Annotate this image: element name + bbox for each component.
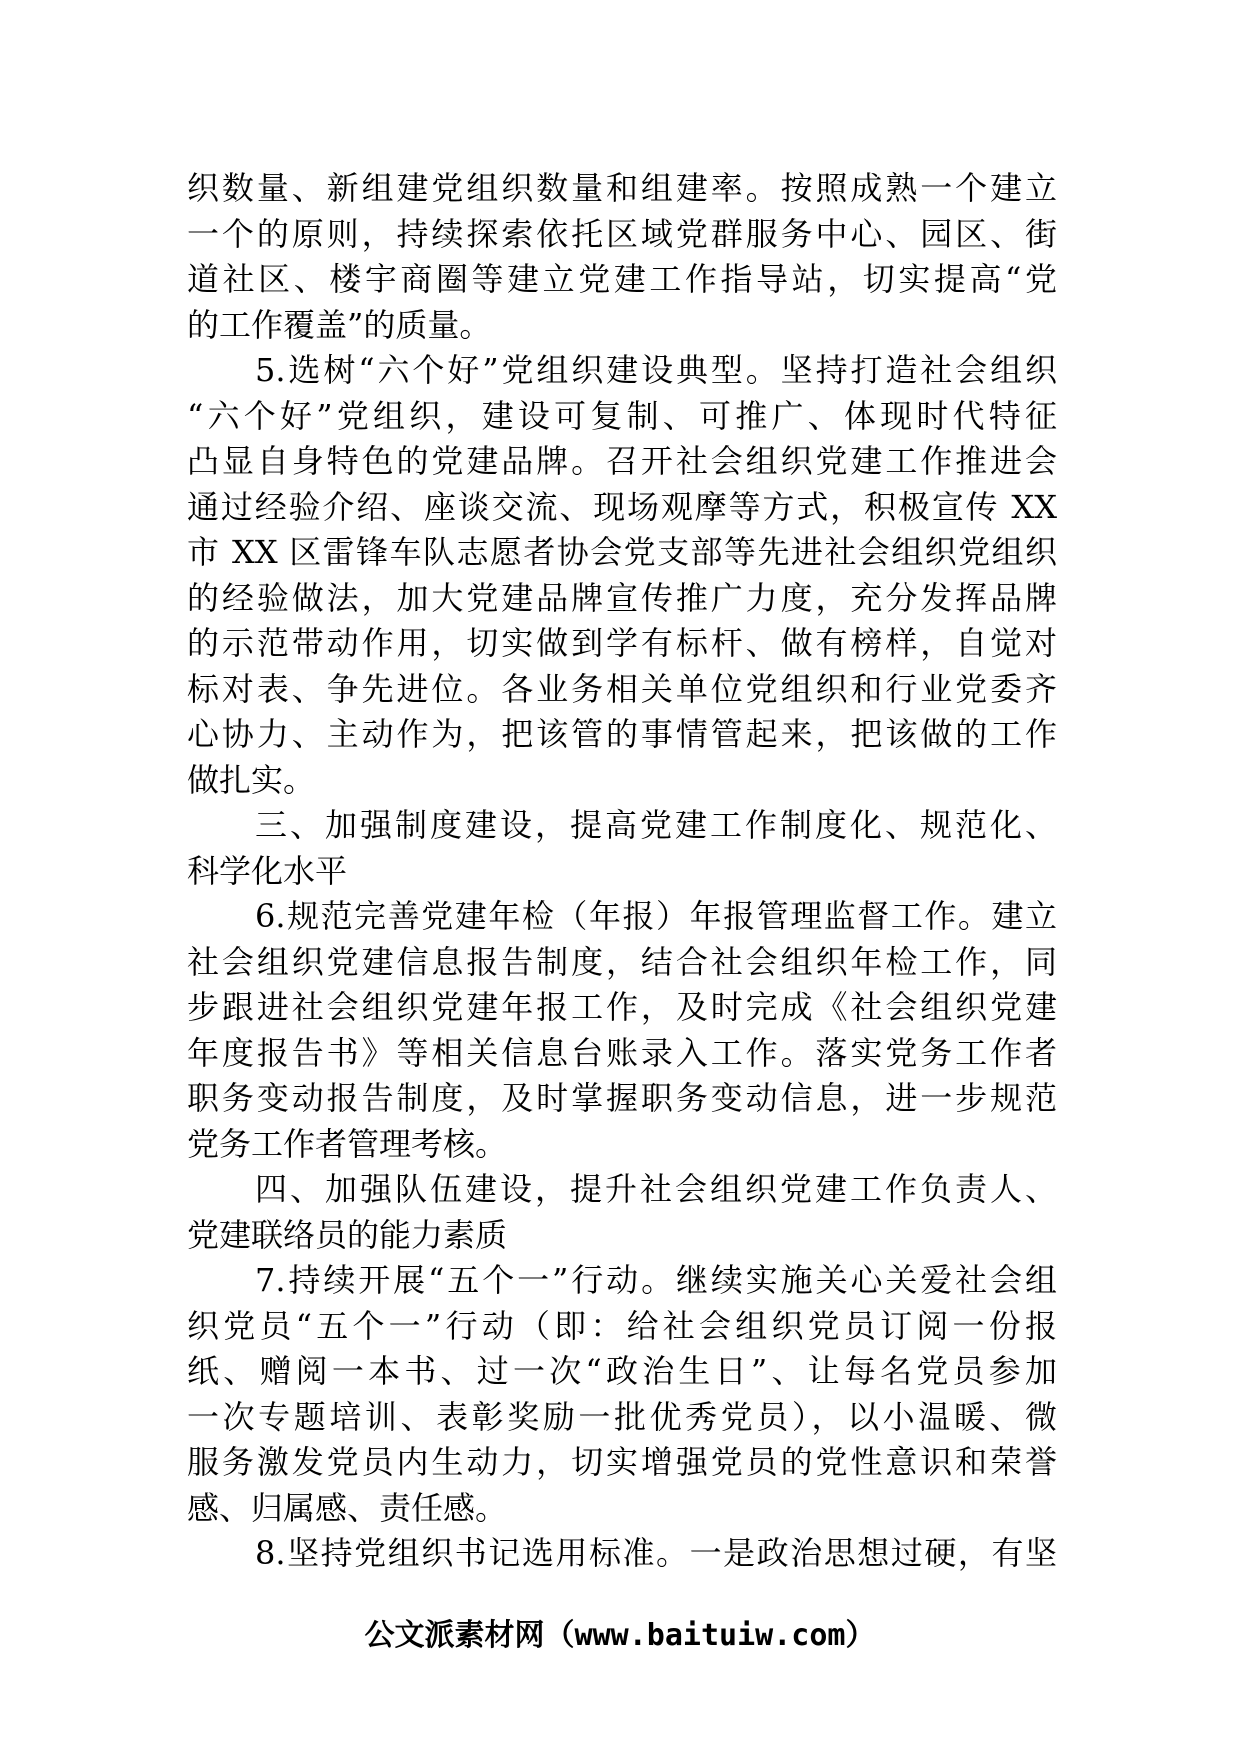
text-line: 通过经验介绍、座谈交流、现场观摩等方式，积极宣传 XX	[187, 487, 1057, 526]
text-line: 道社区、楼宇商圈等建立党建工作指导站，切实提高“党	[187, 260, 1057, 298]
text-line: 7.持续开展“五个一”行动。继续实施关心关爱社会组	[255, 1261, 1057, 1299]
footer-watermark: 公文派素材网（www.baituiw.com）	[364, 1618, 876, 1653]
text-line: 三、加强制度建设，提高党建工作制度化、规范化、	[255, 806, 1057, 844]
text-line: 职务变动报告制度，及时掌握职务变动信息，进一步规范	[187, 1079, 1057, 1117]
document-body	[187, 166, 1057, 1577]
text-line: 的示范带动作用，切实做到学有标杆、做有榜样，自觉对	[187, 624, 1057, 662]
text-line: 8.坚持党组织书记选用标准。一是政治思想过硬，有坚	[255, 1534, 1057, 1572]
text-line: 年度报告书》等相关信息台账录入工作。落实党务工作者	[187, 1033, 1057, 1072]
text-line: 一次专题培训、表彰奖励一批优秀党员），以小温暖、微	[187, 1397, 1057, 1436]
text-line: 党务工作者管理考核。	[187, 1124, 508, 1163]
text-line: 的工作覆盖”的质量。	[187, 305, 492, 344]
text-line: 社会组织党建信息报告制度，结合社会组织年检工作，同	[187, 942, 1057, 981]
text-line: 凸显自身特色的党建品牌。召开社会组织党建工作推进会	[187, 442, 1057, 480]
text-line: 一个的原则，持续探索依托区域党群服务中心、园区、街	[187, 214, 1057, 253]
text-line: 纸、赠阅一本书、过一次“政治生日”、让每名党员参加	[187, 1352, 1057, 1390]
text-line: 心协力、主动作为，把该管的事情管起来，把该做的工作	[187, 715, 1057, 753]
text-line: 市 XX 区雷锋车队志愿者协会党支部等先进社会组织党组织	[187, 533, 1057, 571]
text-line: 感、归属感、责任感。	[187, 1488, 508, 1527]
text-line: 科学化水平	[187, 851, 348, 890]
text-line: 织党员“五个一”行动（即：给社会组织党员订阅一份报	[187, 1306, 1057, 1345]
text-line: 服务激发党员内生动力，切实增强党员的党性意识和荣誉	[187, 1443, 1057, 1481]
text-line: 做扎实。	[187, 760, 316, 799]
text-line: 步跟进社会组织党建年报工作，及时完成《社会组织党建	[187, 988, 1057, 1026]
text-line: 5.选树“六个好”党组织建设典型。坚持打造社会组织	[255, 351, 1057, 389]
text-line: 织数量、新组建党组织数量和组建率。按照成熟一个建立	[187, 169, 1057, 207]
text-line: 标对表、争先进位。各业务相关单位党组织和行业党委齐	[187, 669, 1057, 708]
text-line: 四、加强队伍建设，提升社会组织党建工作负责人、	[255, 1170, 1057, 1208]
text-line: 的经验做法，加大党建品牌宣传推广力度，充分发挥品牌	[187, 578, 1057, 617]
text-line: 党建联络员的能力素质	[187, 1215, 508, 1254]
text-line: 6.规范完善党建年检（年报）年报管理监督工作。建立	[255, 897, 1057, 935]
text-line: “六个好”党组织，建设可复制、可推广、体现时代特征	[187, 396, 1057, 435]
